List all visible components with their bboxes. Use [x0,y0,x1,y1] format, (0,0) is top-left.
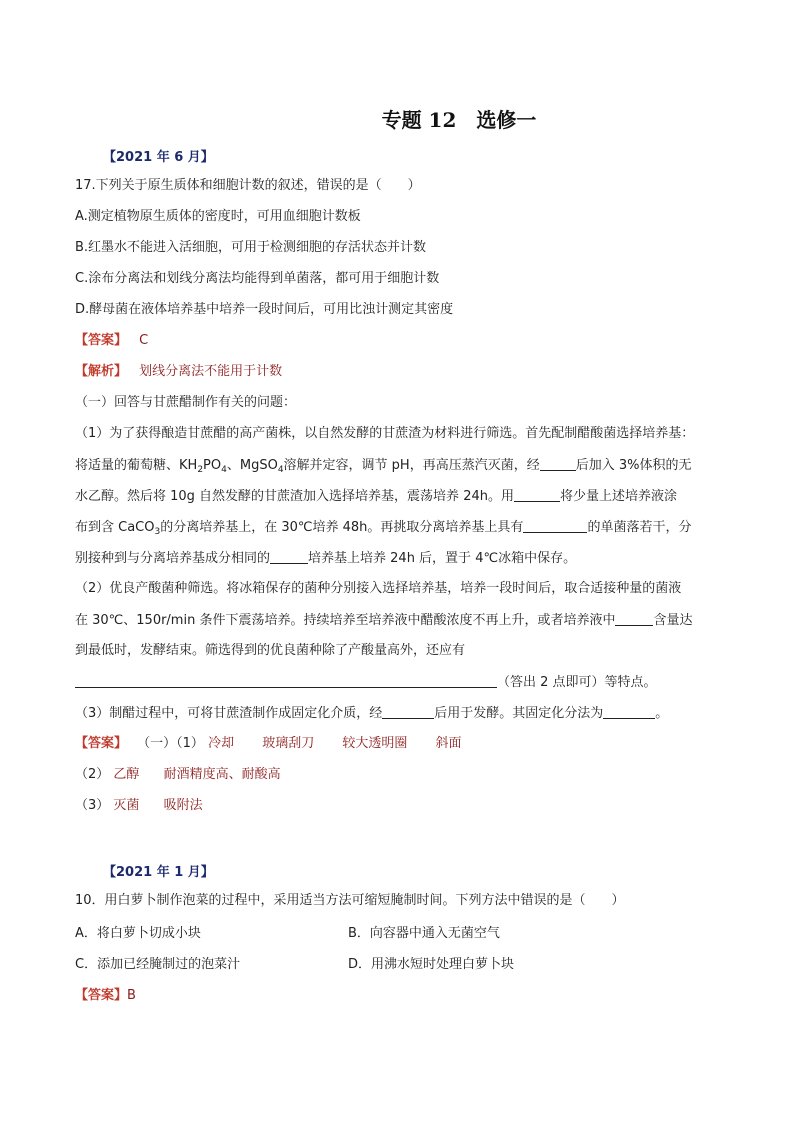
answer-item: 斜面 [435,736,462,751]
p1-line-3 [75,487,677,506]
text: 。 [655,706,669,721]
answer-item: 灭菌 [113,798,140,813]
q17-option-c: C.涂布分离法和划线分离法均能得到单菌落，都可用于细胞计数 [75,271,440,286]
text: PO [203,458,222,473]
answer-blank [382,704,434,719]
text: 含量达 [653,613,693,628]
q10-option-a: A．将白萝卜切成小块 [75,926,201,941]
section-label-2021-june: 【2021 年 6 月】 [103,150,214,165]
answer-blank [615,611,653,626]
q17-analysis-row [75,363,282,381]
answer-blank-long [75,673,497,688]
big-answer-row-2 [75,766,281,784]
text: 、MgSO [226,458,278,473]
answer-item: 冷却 [208,736,235,751]
answer-label: 【答案】 [75,333,128,348]
text: 将少量上述培养液涂 [559,489,677,504]
analysis-label: 【解析】 [75,364,128,379]
section-label-2021-january: 【2021 年 1 月】 [103,865,214,880]
text: 的分离培养基上，在 30℃培养 48h。再挑取分离培养基上具有 [160,520,524,535]
q10-option-d: D．用沸水短时处理白萝卜块 [348,957,515,972]
q10-stem: 10．用白萝卜制作泡菜的过程中，采用适当方法可缩短腌制时间。下列方法中错误的是（ ） [75,893,625,908]
p1-line-1: （1）为了获得酿造甘蔗醋的高产菌株，以自然发酵的甘蔗渣为材料进行筛选。首先配制醋酸菌选择培养基： [75,426,695,441]
subscript: 4 [277,465,284,475]
text: 后用于发酵。其固定化分法为 [434,706,604,721]
answer-item: 较大透明圈 [342,736,408,751]
q17-option-a: A.测定植物原生质体的密度时，可用血细胞计数板 [75,209,361,224]
q17-answer-row [75,332,148,350]
big-question-intro: （一）回答与甘蔗醋制作有关的问题： [75,395,297,410]
answer-label: 【答案】 [75,988,128,1003]
text: 水乙醇。然后将 10g 自然发酵的甘蔗渣加入选择培养基，震荡培养 24h。用 [75,489,514,504]
answer-item: 玻璃刮刀 [262,736,315,751]
q17-analysis: 划线分离法不能用于计数 [139,364,283,379]
answer-blank [514,487,560,502]
answer-item: 吸附法 [163,798,203,813]
answer-prefix: （3） [75,798,110,813]
subscript: 3 [154,527,161,537]
text: 后加入 3%体积的无 [575,458,692,473]
text: （答出 2 点即可）等特点。 [497,675,657,690]
p2-line-4 [75,673,657,692]
answer-blank [603,704,655,719]
q10-answer-row [75,987,136,1005]
text: （3）制醋过程中，可将甘蔗渣制作成固定化介质，经 [75,706,383,721]
p3-line [75,704,668,723]
text: 在 30℃、150r/min 条件下震荡培养。持续培养至培养液中醋酸浓度不再上升，或者培养液中 [75,613,616,628]
p2-line-3: 到最低时，发酵结束。筛选得到的优良菌种除了产酸量高外，还应有 [75,643,466,658]
text: 溶解并定容，调节 pH，再高压蒸汽灭菌，经 [283,458,540,473]
text: 培养基上培养 24h 后，置于 4℃冰箱中保存。 [308,551,577,566]
text: 布到含 CaCO [75,520,155,535]
answer-blank [523,518,587,533]
page-title: 专题 12 选修一 [381,108,537,132]
p1-line-4 [75,518,691,541]
subscript: 4 [221,465,227,475]
text: 将适量的葡萄糖、KH [75,458,198,473]
q17-option-b: B.红墨水不能进入活细胞，可用于检测细胞的存活状态并计数 [75,240,427,255]
answer-blank [270,549,308,564]
q10-option-c: C．添加已经腌制过的泡菜汁 [75,957,241,972]
q10-answer: B [127,988,136,1003]
p1-line-5 [75,549,576,568]
q17-stem: 17.下列关于原生质体和细胞计数的叙述，错误的是（ ） [75,178,421,193]
subscript: 2 [197,465,204,475]
big-answer-row-1 [75,735,462,753]
answer-item: 耐酒精度高、耐酸高 [163,767,281,782]
answer-item: 乙醇 [113,767,140,782]
answer-blank [540,456,576,471]
q10-option-b: B．向容器中通入无菌空气 [348,926,500,941]
answer-label: 【答案】 [75,736,128,751]
p2-line-1: （2）优良产酸菌种筛选。将冰箱保存的菌种分别接入选择培养基，培养一段时间后，取合适接种量的菌液 [75,581,682,596]
q17-option-d: D.酵母菌在液体培养基中培养一段时间后，可用比浊计测定其密度 [75,302,454,317]
q17-answer: C [139,333,149,348]
text: 别接种到与分离培养基成分相同的 [75,551,271,566]
big-answer-row-3 [75,797,203,815]
answer-prefix: （一）（1） [137,736,204,751]
text: 的单菌落若干，分 [587,520,692,535]
p2-line-2 [75,611,692,630]
answer-prefix: （2） [75,767,110,782]
p1-line-2 [75,456,691,479]
